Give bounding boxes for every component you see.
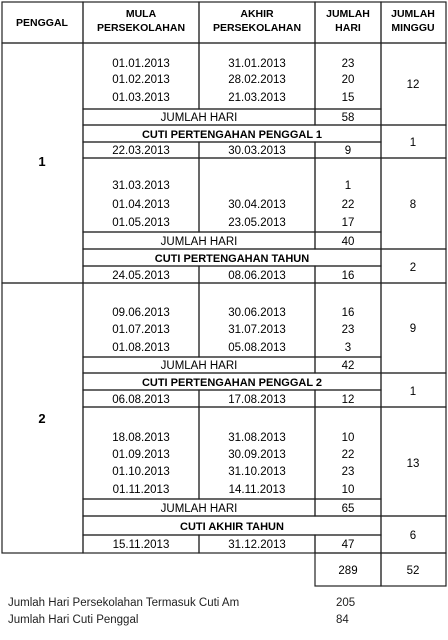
date-end: 31.07.2013 [228, 324, 286, 336]
total-days: 65 [341, 503, 355, 515]
day-count: 22 [341, 449, 355, 461]
total-label: JUMLAH HARI [160, 112, 238, 124]
weeks-count: 12 [406, 79, 420, 91]
total-label: JUMLAH HARI [160, 503, 238, 515]
date-end: 23.05.2013 [228, 217, 286, 229]
school-period-2 [83, 158, 446, 249]
date-end: 31.08.2013 [228, 432, 286, 444]
holiday-mid-term-1 [83, 125, 446, 158]
date-start: 22.03.2013 [112, 145, 170, 157]
total-days: 58 [341, 112, 355, 124]
day-count: 10 [341, 484, 355, 496]
header-mula-line1: MULA [125, 8, 157, 20]
term-label-2: 2 [38, 411, 46, 426]
header-jhari-line2: HARI [335, 22, 361, 34]
day-count: 17 [341, 217, 355, 229]
date-end: 28.02.2013 [228, 74, 286, 86]
holiday-year-end [83, 516, 446, 553]
day-count: 15 [341, 92, 355, 104]
date-start: 09.06.2013 [112, 307, 170, 319]
day-count: 16 [341, 270, 355, 282]
date-end: 31.12.2013 [228, 539, 286, 551]
date-end: 31.10.2013 [228, 466, 286, 478]
holiday-title: CUTI AKHIR TAHUN [180, 521, 284, 533]
holiday-mid-term-2 [83, 373, 446, 407]
footer-value-holiday-days: 84 [336, 614, 349, 626]
day-count: 20 [341, 74, 355, 86]
footer-value-school-days: 205 [336, 597, 356, 609]
day-count: 10 [341, 432, 355, 444]
day-count: 23 [341, 466, 355, 478]
date-end: 21.03.2013 [228, 92, 286, 104]
date-end: 08.06.2013 [228, 270, 286, 282]
date-start: 01.08.2013 [112, 342, 170, 354]
school-period-3 [83, 283, 446, 373]
date-end: 17.08.2013 [228, 394, 286, 406]
school-period-4 [83, 407, 446, 516]
grand-total-weeks: 52 [406, 565, 420, 577]
total-label: JUMLAH HARI [160, 360, 238, 372]
holiday-mid-year [83, 249, 446, 283]
school-period-1 [83, 43, 446, 125]
weeks-count: 13 [406, 458, 420, 470]
holiday-title: CUTI PERTENGAHAN PENGGAL 2 [141, 377, 323, 389]
weeks-count: 1 [409, 137, 417, 149]
day-count: 9 [344, 145, 352, 157]
date-end: 31.01.2013 [228, 58, 286, 70]
holiday-title: CUTI PERTENGAHAN PENGGAL 1 [141, 129, 323, 141]
date-start: 01.04.2013 [112, 199, 170, 211]
date-end: 05.08.2013 [228, 342, 286, 354]
date-end: 30.03.2013 [228, 145, 286, 157]
date-start: 18.08.2013 [112, 432, 170, 444]
date-start: 01.05.2013 [112, 217, 170, 229]
term-label-1: 1 [38, 154, 46, 169]
total-label: JUMLAH HARI [160, 236, 238, 248]
date-start: 31.03.2013 [112, 180, 170, 192]
header-mula-line2: PERSEKOLAHAN [96, 22, 186, 34]
header-jminggu-line2: MINGGU [391, 22, 435, 34]
total-days: 42 [341, 360, 355, 372]
date-start: 06.08.2013 [112, 394, 170, 406]
day-count: 23 [341, 324, 355, 336]
footer-label-school-days: Jumlah Hari Persekolahan Termasuk Cuti Am [8, 597, 240, 609]
date-end: 14.11.2013 [228, 484, 286, 496]
date-start: 15.11.2013 [112, 539, 170, 551]
header-akhir-line1: AKHIR [240, 8, 274, 20]
date-start: 01.11.2013 [112, 484, 170, 496]
date-start: 01.09.2013 [112, 449, 170, 461]
header-jminggu-line1: JUMLAH [391, 8, 435, 20]
grand-total-row [315, 553, 446, 586]
day-count: 12 [341, 394, 355, 406]
header-jhari-line1: JUMLAH [326, 8, 370, 20]
day-count: 1 [344, 180, 352, 192]
date-start: 01.07.2013 [112, 324, 170, 336]
day-count: 16 [341, 307, 355, 319]
footer-label-holiday-days: Jumlah Hari Cuti Penggal [8, 614, 139, 626]
date-start: 01.01.2013 [112, 58, 170, 70]
header-akhir-line2: PERSEKOLAHAN [212, 22, 302, 34]
date-start: 24.05.2013 [112, 270, 170, 282]
date-end: 30.09.2013 [228, 449, 286, 461]
day-count: 22 [341, 199, 355, 211]
day-count: 47 [341, 539, 355, 551]
date-start: 01.02.2013 [112, 74, 170, 86]
weeks-count: 1 [409, 386, 417, 398]
grand-total-days: 289 [338, 565, 358, 577]
date-end: 30.06.2013 [228, 307, 286, 319]
day-count: 23 [341, 58, 355, 70]
date-start: 01.10.2013 [112, 466, 170, 478]
date-end: 30.04.2013 [228, 199, 286, 211]
weeks-count: 8 [409, 199, 417, 211]
date-start: 01.03.2013 [112, 92, 170, 104]
header-penggal: PENGGAL [16, 17, 68, 29]
weeks-count: 6 [409, 530, 417, 542]
weeks-count: 2 [409, 262, 417, 274]
weeks-count: 9 [409, 323, 417, 335]
day-count: 3 [344, 342, 352, 354]
total-days: 40 [341, 236, 355, 248]
holiday-title: CUTI PERTENGAHAN TAHUN [154, 253, 310, 265]
table-header [2, 2, 446, 43]
